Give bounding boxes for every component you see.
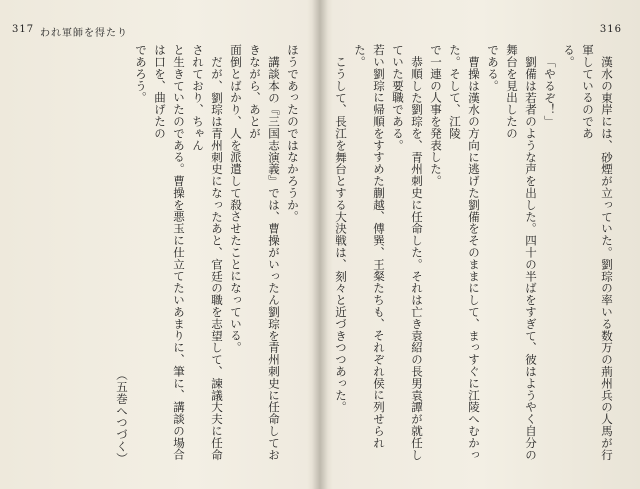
text-line: る。 <box>562 44 576 68</box>
text-line: 曹操は漢水の方向に逃げた劉備をそのままにして、まっすぐに江陵へむかった。そして、江陵 <box>448 44 481 461</box>
text-line: と生きていたのである。曹操を悪玉に仕立てたいあまりに、筆に、講談の場合は口を、曲げたの <box>153 44 186 461</box>
text-line: 「やるぞ！」 <box>543 55 557 127</box>
text-line: だが、劉琮は青州刺史になったあと、官廷の職を志望して、諫議大夫に任命されており、ちゃん <box>191 44 224 461</box>
text-line: であろう。 <box>134 44 148 104</box>
right-page-text <box>334 44 616 464</box>
right-page-number: 316 <box>599 24 622 35</box>
text-line: ほうであったのではなかろうか。 <box>286 44 300 223</box>
text-line: で一連の人事を発表した。 <box>429 44 443 187</box>
text-line: である。 <box>486 44 500 92</box>
left-page-text <box>38 44 302 464</box>
text-line: 恭順した劉琮を、青州刺史に任命した。それは亡き袁紹の長男袁譚が就任していた要職である。 <box>391 44 424 461</box>
text-line: 漢水の東岸には、砂煙が立っていた。劉琮の率いる数万の荊州兵の人馬が行軍しているのであ <box>581 44 614 461</box>
text-line: 劉備は若者のような声を出した。四十の半ばをすぎて、彼はようやく自分の舞台を見出したの <box>505 44 538 461</box>
book-gutter <box>312 0 328 489</box>
text-line: 講談本の『三国志演義』では、曹操がいったん劉琮を青州刺史に任命しておきながら、あとが <box>248 44 281 461</box>
left-page-number: 317 <box>12 24 35 35</box>
text-line: こうして、長江を舞台とする大決戦は、刻々と近づきつつあった。 <box>334 55 348 413</box>
continued-note: （五巻へつづく） <box>115 368 129 464</box>
text-line: 若い劉琮に帰順をすすめた蒯越、傅巽、王粲たちも、それぞれ侯に列せられた。 <box>353 44 386 449</box>
text-line: 面倒とばかり、人を派遣して殺させたことになっている。 <box>229 44 243 354</box>
left-running-title: われ軍師を得たり <box>40 28 128 39</box>
